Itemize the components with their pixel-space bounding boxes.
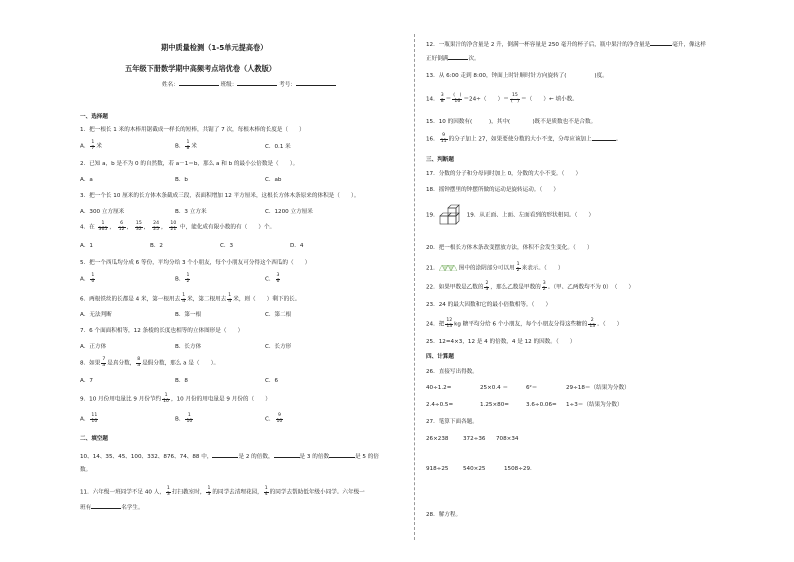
question-7-option-b: B．长方体 — [175, 344, 202, 350]
q26-item-5: 2.4÷0.5= — [426, 402, 454, 408]
question-25-stem: 25．12=4×3，12 是 4 的倍数，4 是 12 的因数。（ ） — [426, 339, 576, 345]
class-blank[interactable] — [237, 85, 277, 86]
question-4-option-a: A．1 — [80, 243, 93, 249]
q27-item-6: 1508÷29. — [504, 466, 532, 472]
q26-item-6: 1.25×80= — [480, 402, 509, 408]
q27-item-3: 708×34 — [496, 436, 519, 442]
q26-item-3: 6²＝ — [526, 385, 538, 391]
question-11-line2: 班有 名学生。 — [80, 505, 144, 511]
student-info-line — [162, 82, 336, 89]
question-22-stem: 22．如果甲数是乙数的 $\frac{2}{3}$ ，那么乙数是甲数的 $\frac{3}{2}$ 。（甲、乙两数均不为 0） （ ） — [426, 281, 635, 292]
question-19-stem: 19． 19．从正面、上面、左面看到的形状相同。（ ） — [426, 204, 594, 226]
question-5-option-a: A． $\frac{1}{6}$ — [80, 273, 95, 284]
question-28-stem: 28．解方程。 — [426, 512, 462, 518]
question-6-option-a: A．无法判断 — [80, 312, 112, 318]
question-7-option-c: C．长方形 — [265, 344, 292, 350]
question-9-option-b: B． $\frac{1}{10}$ — [175, 413, 193, 424]
id-blank[interactable] — [296, 85, 336, 86]
question-5-option-b: B． $\frac{1}{2}$ — [175, 273, 190, 284]
question-8-option-b: B．8 — [175, 378, 188, 384]
id-label: 考号： — [279, 82, 296, 88]
question-12-line2: 正好倒满 次。 — [426, 56, 480, 62]
question-5-stem: 5．把一个西瓜均分成 6 等份，平均分给 3 个小朋友，每个小朋友可分得这个西瓜的（ ） — [80, 260, 311, 266]
page-title: 期中质量检测（1-5单元提高卷） — [161, 43, 268, 52]
question-3-option-a: A．300 立方厘米 — [80, 209, 125, 215]
question-6-stem: 6．两根铁丝的长都是 4 米，第一根用去 $\frac{1}{4}$ 米，第二根用去 $\frac{1}{4}$ 米，则（ ）剩下的长。 — [80, 293, 301, 304]
class-label: 班级： — [220, 82, 238, 88]
right-column — [426, 0, 724, 562]
question-18-stem: 18．摇钟摆里的钟摆所做的运动是旋转运动。（ ） — [426, 187, 559, 193]
question-9-option-a: A． $\frac{11}{10}$ — [80, 413, 98, 424]
question-4-option-d: D．4 — [290, 243, 304, 249]
section-heading-choice: 一、选择题 — [80, 114, 108, 120]
question-4-option-b: B．2 — [150, 243, 163, 249]
section-heading-judge: 三、判断题 — [426, 157, 454, 163]
question-8-option-a: A．7 — [80, 378, 93, 384]
question-8-option-c: C．6 — [265, 378, 279, 384]
question-8-stem: 8．如果 $\frac{7}{a}$ 是真分数， $\frac{8}{a}$ 是假分数，那么 a 是（ ）。 — [80, 357, 220, 368]
q26-item-1: 40÷1.2= — [426, 385, 452, 391]
question-2-option-b: B．b — [175, 177, 188, 183]
question-10-tail: 数。 — [80, 467, 92, 473]
question-3-stem: 3．把一个长 10 厘米的长方体木条截成三段，表面积增加 12 平方厘米，这根长方体木条原来的体积是（ ）。 — [80, 193, 360, 199]
q27-item-5: 540×25 — [463, 466, 486, 472]
q27-item-1: 26×238 — [426, 436, 449, 442]
question-1-option-c: C．0.1 米 — [265, 144, 291, 150]
question-4-option-c: C．3 — [220, 243, 234, 249]
q26-item-2: 25×0.4 ＝ — [480, 385, 509, 391]
left-column — [80, 0, 405, 562]
question-1-option-b: B． $\frac{1}{8}$ 米 — [175, 140, 197, 151]
question-27-stem: 27．笔算下面各题。 — [426, 419, 478, 425]
question-23-stem: 23．24 的最大因数和它的最小倍数相等。（ ） — [426, 302, 552, 308]
section-heading-calc: 四、计算题 — [426, 354, 454, 360]
question-3-option-b: B．3 立方米 — [175, 209, 207, 215]
question-7-option-a: A．正方体 — [80, 344, 107, 350]
question-2-option-a: A．a — [80, 177, 93, 183]
name-blank[interactable] — [179, 85, 219, 86]
question-21-stem: 21． 图中的涂阴部分可以用 $\frac{1}{2}$ 来表示。（ ） — [426, 262, 564, 273]
question-1-option-a: A． $\frac{1}{7}$ 米 — [80, 140, 102, 151]
question-9-option-c: C． $\frac{9}{10}$ — [265, 413, 283, 424]
question-7-stem: 7．6 个面面积相等，12 条棱的长度也相等的立体图形是（ ） — [80, 328, 244, 334]
question-17-stem: 17．分数的分子和分母同时加上 0，分数的大小不变。（ ） — [426, 171, 582, 177]
section-heading-fill: 二、填空题 — [80, 436, 108, 442]
question-6-option-c: C．第二根 — [265, 312, 292, 318]
question-20-stem: 20．把一根长方体木条改变摆放方法，体积不会发生变化。（ ） — [426, 245, 593, 251]
column-divider — [414, 34, 415, 540]
question-16-stem: 16． $\frac{9}{11}$ 的分子加上 27，如果要使分数的大小不变，分母应该加上 。 — [426, 133, 622, 144]
question-1-stem: 1．把一根长 1 米的木棒用锯截成一样长的短棒，共锯了 7 次，每根木棒的长度是（ ） — [80, 127, 305, 133]
q26-item-7: 3.6÷0.06= — [526, 402, 557, 408]
question-11-stem: 11．六年级一班同学不足 40 人， $\frac{1}{3}$ 打扫教室时， $\frac{1}{3}$ 的同学去清理花园， $\frac{1}{4}$ 的同学去帮助低年级小同学。六年级一 — [80, 486, 365, 497]
question-2-stem: 2．已知 a，b 是不为 0 的自然数，若 a－1＝b，那么 a 和 b 的最小公倍数是（ ）。 — [80, 161, 299, 167]
q26-item-8: 1÷3＝（结果为分数） — [566, 402, 623, 408]
question-4-stem: 4．在 $\frac{1}{365}$ ， $\frac{6}{12}$ ， $\frac{15}{32}$ ， $\frac{24}{25}$ ， $\frac{10}{21}$ 中，能化成有限小数的有（ ）个。 — [80, 221, 276, 232]
question-3-option-c: C．1200 立方厘米 — [265, 209, 313, 215]
q27-item-4: 918÷25 — [426, 466, 449, 472]
question-6-option-b: B．第一根 — [175, 312, 202, 318]
question-12-stem: 12．一瓶果汁的净含量是 2 升，倒满一杯容量是 250 毫升的杯子后，瓶中果汁的净含量是 毫升，像这样 — [426, 42, 706, 48]
question-10-stem: 10、14、35、45、100、332、876、74、88 中， 是 2 的倍数， 是 3 的倍数 是 5 的倍 — [80, 454, 379, 460]
cube-stack-figure — [439, 204, 467, 226]
name-label: 姓名： — [162, 82, 179, 88]
q27-item-2: 372÷36 — [463, 436, 486, 442]
question-5-option-c: C． $\frac{3}{6}$ — [265, 273, 280, 284]
question-14-stem: 14． $\frac{3}{8}$ ＝ $\frac{( )}{16}$ ＝24÷（ ）＝ $\frac{15}{( )}$ ＝（ ）← 填小数。 — [426, 93, 578, 104]
question-9-stem: 9．10 月份用电量比 9 月份节约 $\frac{1}{10}$ ，10 月份的用电量是 9 月份的（ ） — [80, 393, 271, 404]
question-15-stem: 15．10 的因数有( )，其中( )既不是质数也不是合数。 — [426, 119, 597, 125]
question-26-stem: 26．直接写出得数。 — [426, 369, 478, 375]
question-13-stem: 13．从 6:00 走到 8:00，钟面上时针顺时针方向旋转了( )度。 — [426, 73, 608, 79]
triangles-figure — [439, 265, 459, 271]
question-2-option-c: C．ab — [265, 177, 282, 183]
q26-item-4: 29÷18＝（结果为分数） — [566, 385, 630, 391]
page-subtitle: 五年级下册数学期中高频考点培优卷（人教版） — [125, 64, 276, 73]
question-24-stem: 24．把 $\frac{12}{13}$ kg 糖平均分给 6 个小朋友，每个小朋友分得这些糖的 $\frac{2}{13}$ 。（ ） — [426, 318, 623, 329]
